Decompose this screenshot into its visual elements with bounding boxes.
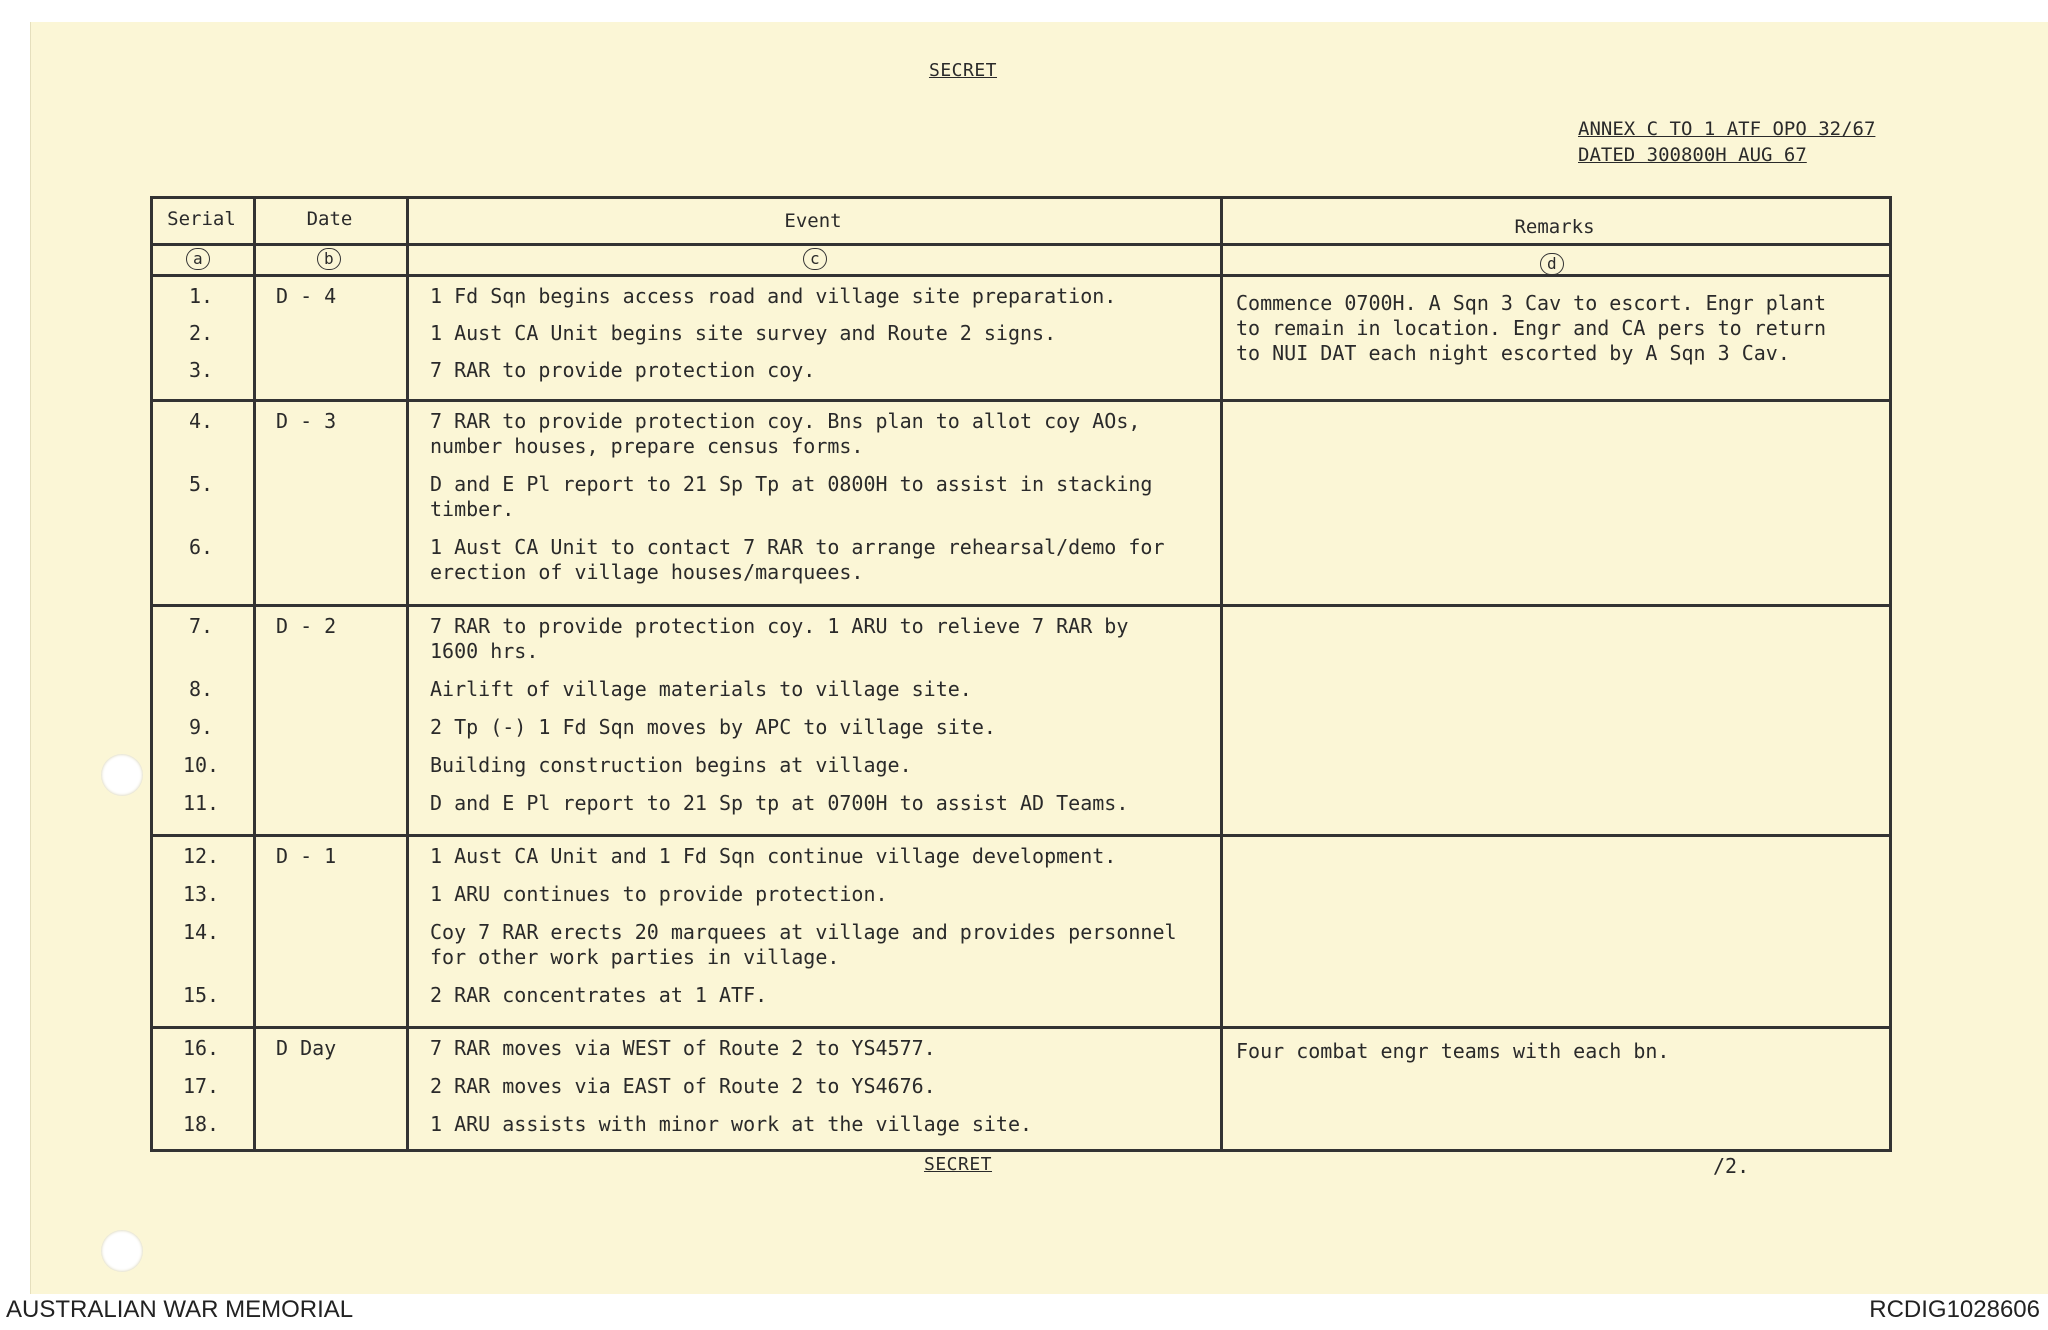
serial-cell: 1. — [188, 284, 214, 308]
serial-cell: 17. — [182, 1074, 220, 1098]
event-cell: timber. — [430, 497, 515, 521]
event-cell: number houses, prepare census forms. — [430, 434, 864, 458]
annex-reference — [1578, 116, 1875, 168]
event-cell: 2 RAR moves via EAST of Route 2 to YS4676. — [430, 1074, 936, 1098]
page-continuation: /2. — [1713, 1154, 1750, 1178]
remarks-cell: Commence 0700H. A Sqn 3 Cav to escort. Engr plant — [1236, 291, 1827, 315]
serial-cell: 16. — [182, 1036, 220, 1060]
column-header-date: Date — [306, 208, 353, 230]
column-letter-a: a — [186, 248, 210, 270]
event-cell: 1 Aust CA Unit and 1 Fd Sqn continue village development. — [430, 844, 1117, 868]
serial-cell: 6. — [188, 535, 214, 559]
event-cell: 1600 hrs. — [430, 639, 539, 663]
classification-bottom: SECRET — [923, 1154, 993, 1175]
serial-cell: 18. — [182, 1112, 220, 1136]
serial-cell: 9. — [188, 715, 214, 739]
event-cell: for other work parties in village. — [430, 945, 840, 969]
annex-line-2: DATED 300800H AUG 67 — [1578, 144, 1807, 166]
event-cell: erection of village houses/marquees. — [430, 560, 864, 584]
remarks-cell: Four combat engr teams with each bn. — [1236, 1039, 1670, 1063]
event-cell: D and E Pl report to 21 Sp Tp at 0800H to assist in stacking — [430, 472, 1153, 496]
event-cell: 1 ARU continues to provide protection. — [430, 882, 888, 906]
date-cell: D - 3 — [276, 409, 337, 433]
date-cell: D - 4 — [276, 284, 337, 308]
event-cell: Coy 7 RAR erects 20 marquees at village and provides personnel — [430, 920, 1177, 944]
event-cell: D and E Pl report to 21 Sp tp at 0700H to assist AD Teams. — [430, 791, 1129, 815]
event-cell: 7 RAR to provide protection coy. — [430, 358, 816, 382]
serial-cell: 15. — [182, 983, 220, 1007]
date-cell: D - 1 — [276, 844, 337, 868]
record-id: RCDIG1028606 — [1869, 1296, 2040, 1323]
event-cell: 7 RAR to provide protection coy. Bns plan to allot coy AOs, — [430, 409, 1141, 433]
punch-hole — [101, 754, 143, 796]
event-cell: 7 RAR to provide protection coy. 1 ARU to relieve 7 RAR by — [430, 614, 1129, 638]
serial-cell: 5. — [188, 472, 214, 496]
column-letter-c: c — [803, 248, 827, 270]
column-header-remarks: Remarks — [1514, 216, 1595, 238]
column-header-event: Event — [784, 210, 842, 232]
serial-cell: 10. — [182, 753, 220, 777]
serial-cell: 7. — [188, 614, 214, 638]
date-cell: D - 2 — [276, 614, 337, 638]
serial-cell: 8. — [188, 677, 214, 701]
remarks-cell: to NUI DAT each night escorted by A Sqn 3 Cav. — [1236, 341, 1790, 365]
column-letter-d: d — [1540, 253, 1564, 275]
archive-footer — [0, 1294, 2048, 1330]
event-cell: Building construction begins at village. — [430, 753, 912, 777]
column-letter-b: b — [317, 248, 341, 270]
serial-cell: 13. — [182, 882, 220, 906]
date-cell: D Day — [276, 1036, 337, 1060]
event-cell: 1 Aust CA Unit begins site survey and Route 2 signs. — [430, 321, 1057, 345]
serial-cell: 11. — [182, 791, 220, 815]
punch-hole — [101, 1230, 143, 1272]
event-cell: 1 Fd Sqn begins access road and village site preparation. — [430, 284, 1117, 308]
column-header-serial: Serial — [167, 208, 236, 230]
event-cell: 2 RAR concentrates at 1 ATF. — [430, 983, 768, 1007]
classification-top: SECRET — [928, 60, 998, 81]
event-cell: 1 ARU assists with minor work at the village site. — [430, 1112, 1033, 1136]
event-cell: 2 Tp (-) 1 Fd Sqn moves by APC to village site. — [430, 715, 996, 739]
serial-cell: 3. — [188, 358, 214, 382]
remarks-cell: to remain in location. Engr and CA pers to return — [1236, 316, 1827, 340]
event-table — [150, 196, 1892, 1152]
serial-cell: 2. — [188, 321, 214, 345]
serial-cell: 12. — [182, 844, 220, 868]
event-cell: 7 RAR moves via WEST of Route 2 to YS4577. — [430, 1036, 936, 1060]
serial-cell: 14. — [182, 920, 220, 944]
annex-line-1: ANNEX C TO 1 ATF OPO 32/67 — [1578, 118, 1876, 140]
institution-label: AUSTRALIAN WAR MEMORIAL — [6, 1296, 354, 1323]
serial-cell: 4. — [188, 409, 214, 433]
event-cell: 1 Aust CA Unit to contact 7 RAR to arrange rehearsal/demo for — [430, 535, 1165, 559]
event-cell: Airlift of village materials to village site. — [430, 677, 972, 701]
